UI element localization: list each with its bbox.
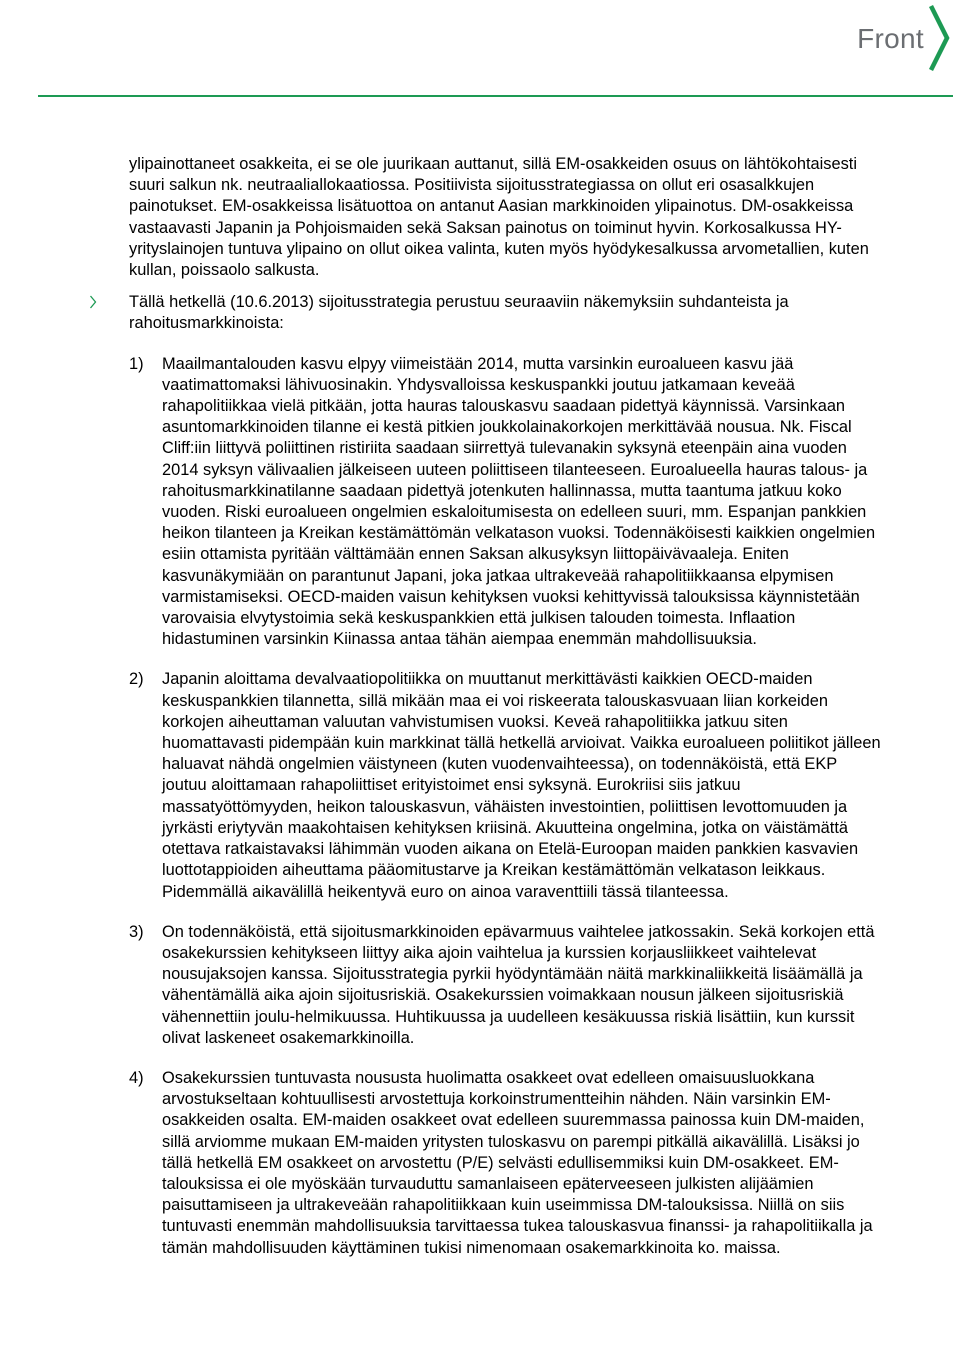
list-item-number: 2) bbox=[129, 670, 144, 689]
header-divider bbox=[38, 95, 953, 97]
list-item-text: Osakekurssien tuntuvasta noususta huolimatta osakkeet ovat edelleen omaisuusluokkana arvostukseltaan kohtuullisesti arvostettuja korkoinstrumentteihin nähden. Näin varsinkin EM-osakkeiden osalta. EM-maiden osakkeet ovat edelleen suuremmassa painossa kuin DM-maiden, sillä arviomme mukaan EM-maiden yritysten tuloskasvu on parempi pitkällä aikavälillä. Lisäksi jo tällä hetkellä EM osakkeet on arvostettu (P/E) selvästi edullisemmiksi kuin DM-osakkeet. EM-talouksissa ei ole myöskään turvauduttu samanlaiseen epäterveeseen julkisten alijäämien paisuttamiseen ja ultrakeveään rahapolitiikkaan kuin useimmissa DM-talouksissa. Niillä on siis tuntuvasti enemmän mahdollisuuksia tarvittaessa tukea talouskasvua finanssi- ja rahapolitiikalla ja tämän mahdollisuuden käyttäminen tukisi nimenomaan osakemarkkinoita ko. maissa. bbox=[162, 1068, 873, 1257]
list-item-number: 3) bbox=[129, 922, 144, 941]
list-item-number: 4) bbox=[129, 1068, 144, 1087]
logo-chevron-icon bbox=[928, 4, 950, 72]
list-item-number: 1) bbox=[129, 354, 144, 373]
logo-text: Front bbox=[857, 23, 924, 54]
chevron-right-icon bbox=[89, 295, 97, 309]
intro-paragraph: ylipainottaneet osakkeita, ei se ole juurikaan auttanut, sillä EM-osakkeiden osuus on lähtökohtaisesti suuri salkun nk. neutraaliallokaatiossa. Positiivista sijoitusstrategiassa on ollut eri osasalkkujen painotukset. EM-osakkeissa lisätuottoa on antanut Aasian markkinoiden ylipainotus. DM-osakkeissa vastaavasti Japanin ja Pohjoismaiden sekä Saksan painotus on toiminut hyvin. Korkosalkussa HY-yrityslainojen tuntuva ylipaino on ollut oikea valinta, kuten myös hyödykesalkussa arvometallien, kuten kullan, poissaolo salkusta. bbox=[129, 155, 869, 280]
list-item-text: On todennäköistä, että sijoitusmarkkinoiden epävarmuus vaihtelee jatkossakin. Sekä korkojen että osakekurssien kehitykseen liittyy aika ajoin vaihtelua ja kurssien korjausliikkeet vaihtelevat nousujaksojen kanssa. Sijoitusstrategia pyrkii hyödyntämään näitä markkinaliikkeitä lisäämällä ja vähentämällä aika ajoin sijoitusriskiä. Osakekurssien voimakkaan nousun jälkeen sijoitusriskiä vähennettiin joulu-helmikuussa. Huhtikuussa ja uudelleen kesäkuussa riskiä lisättiin, kun kurssit olivat laskeneet osakemarkkinoilla. bbox=[162, 922, 875, 1047]
list-item bbox=[129, 669, 881, 902]
list-item-text: Japanin aloittama devalvaatiopolitiikka on muuttanut merkittävästi kaikkien OECD-maiden keskuspankkien tilannetta, sillä mikään maa ei voi riskeerata talouskasvuaan liian korkeiden korkojen aiheuttaman valuutan vahvistumisen vuoksi. Keveä rahapolitiikka jatkuu siten huomattavasti pidempään kuin markkinat tällä hetkellä arvioivat. Vaikka euroalueen poliitikot jälleen haluavat nähdä ongelmien väistyneen (kuten vuodenvaihteessa), on todennäköistä, että EKP joutuu aloittamaan rahapoliittiset erityistoimet ensi syksynä. Eurokriisi siis jatkuu massatyöttömyyden, heikon talouskasvun, vähäisten investointien, poliittisen levottomuuden ja jyrkästi eriytyvän maakohtaisen kehityksen kriisinä. Akuutteina ongelmina, jotka on väistämättä otettava ratkaistavaksi lähimmän vuoden aikana on Etelä-Euroopan maiden pankkien kasvavien luottotappioiden aiheuttama pääomitustarve ja Kreikan kestämättömän velkatason leikkaus. Pidemmällä aikavälillä heikentyvä euro on ainoa varaventtiili tässä tilanteessa. bbox=[162, 670, 881, 901]
list-item bbox=[129, 1068, 881, 1259]
document-body bbox=[129, 154, 881, 1278]
numbered-list bbox=[129, 354, 881, 1259]
front-logo bbox=[857, 2, 950, 74]
bullet-paragraph bbox=[129, 292, 881, 334]
bullet-text: Tällä hetkellä (10.6.2013) sijoitusstrategia perustuu seuraaviin näkemyksiin suhdanteista ja rahoitusmarkkinoista: bbox=[129, 293, 789, 333]
list-item bbox=[129, 922, 881, 1049]
list-item bbox=[129, 354, 881, 651]
list-item-text: Maailmantalouden kasvu elpyy viimeistään 2014, mutta varsinkin euroalueen kasvu jää vaatimattomaksi lähivuosinakin. Yhdysvalloissa keskuspankki joutuu jatkamaan keveää rahapolitiikkaa vielä pitkään, jotta hauras talouskasvu saadaan pidettyä käynnissä. Varsinkaan asuntomarkkinoiden tilanne ei kestä pitkien joukkolainakorkojen merkittävää nousua. Nk. Fiscal Cliff:iin liittyvä poliittinen ristiriita saadaan siirrettyä tulevanakin syksynä eteenpäin aina vuoden 2014 syksyn välivaalien jälkeiseen uuteen poliittiseen tilanteeseen. Euroalueella hauras talous- ja rahoitusmarkkinatilanne saadaan pidettyä jotenkuten hallinnassa, mutta taantuma jatkuu koko vuoden. Riski euroalueen ongelmien eskaloitumisesta on edelleen suuri, mm. Espanjan pankkien heikon tilanteen ja Kreikan kestämättömän velkatason vuoksi. Todennäköisesti kaikkien ongelmien esiin ottamista pyritään välttämään ennen Saksan alkusyksyn liittopäivävaaleja. Eniten kasvunäkymiään on parantunut Japani, joka jatkaa ultrakeveää rahapolitiikkaansa elpymisen varmistamiseksi. OECD-maiden vaisun kehityksen vuoksi kehittyvissä talouksissa käynnistetään varovaisia elvytystoimia sekä keskuspankkien että julkisen talouden toimesta. Inflaation hidastuminen varsinkin Kiinassa antaa tähän aiempaa enemmän mahdollisuuksia. bbox=[162, 354, 876, 649]
